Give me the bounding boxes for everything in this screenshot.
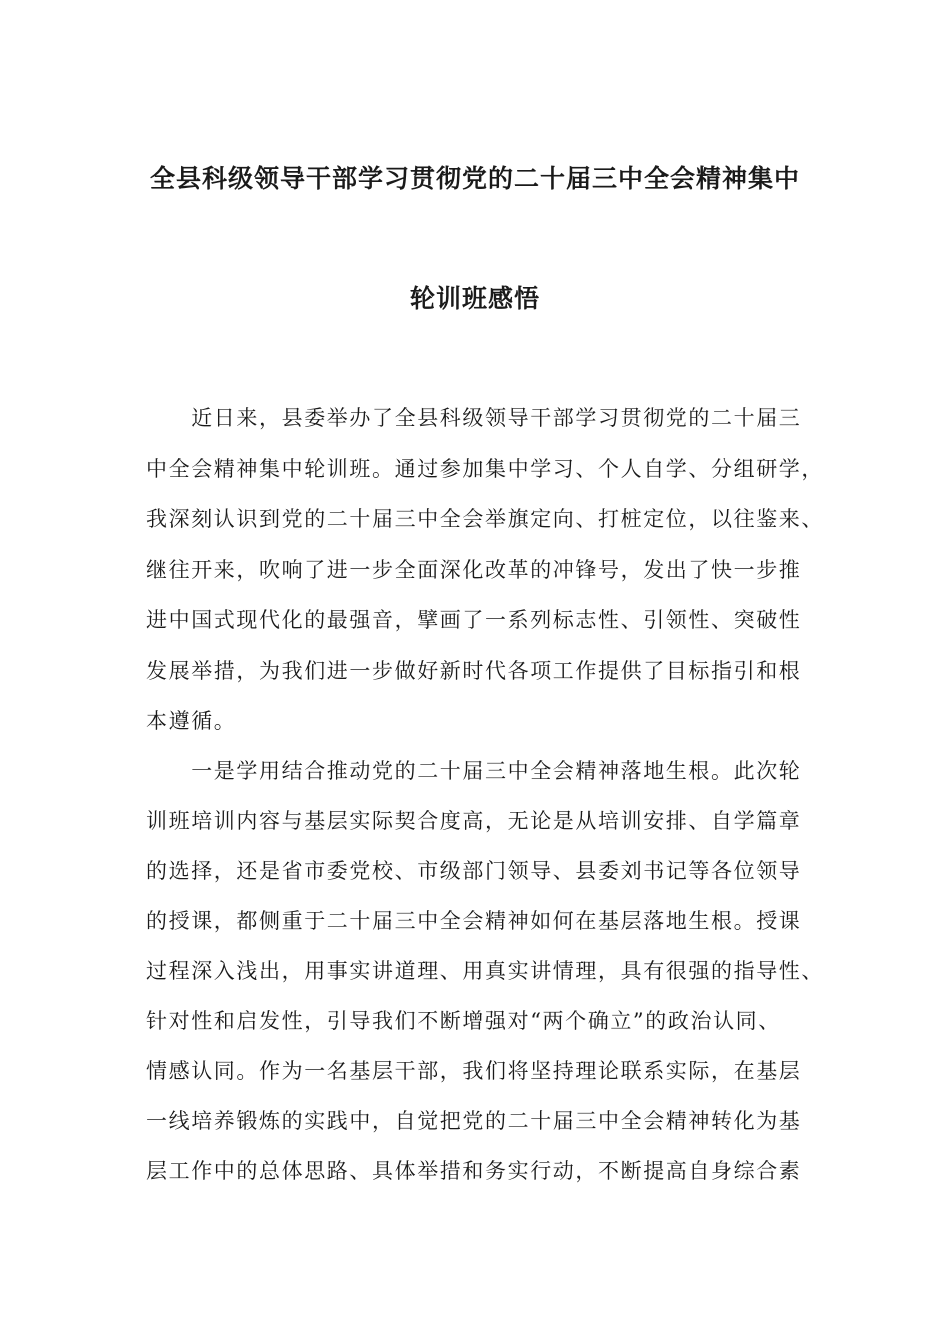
body-line: 中全会精神集中轮训班。通过参加集中学习、个人自学、分组研学，	[146, 457, 824, 481]
body-line: 过程深入浅出，用事实讲道理、用真实讲情理，具有很强的指导性、	[146, 959, 824, 983]
body-line: 近日来，县委举办了全县科级领导干部学习贯彻党的二十届三	[146, 406, 802, 430]
title-line-1: 全县科级领导干部学习贯彻党的二十届三中全会精神集中	[149, 164, 800, 193]
body-line: 的选择，还是省市委党校、市级部门领导、县委刘书记等各位领导	[146, 859, 802, 883]
body-line: 进中国式现代化的最强音，擘画了一系列标志性、引领性、突破性	[146, 608, 802, 632]
body-line: 本遵循。	[146, 709, 237, 733]
body-line: 一是学用结合推动党的二十届三中全会精神落地生根。此次轮	[146, 759, 802, 783]
body-line: 针对性和启发性，引导我们不断增强对“两个确立”的政治认同、	[146, 1009, 781, 1033]
body-line: 情感认同。作为一名基层干部，我们将坚持理论联系实际，在基层	[146, 1059, 802, 1083]
title-line-2: 轮训班感悟	[409, 284, 540, 313]
body-line: 继往开来，吹响了进一步全面深化改革的冲锋号，发出了快一步推	[146, 558, 802, 582]
body-line: 一线培养锻炼的实践中，自觉把党的二十届三中全会精神转化为基	[146, 1109, 802, 1133]
body-line: 我深刻认识到党的二十届三中全会举旗定向、打桩定位，以往鉴来、	[146, 507, 824, 531]
body-line: 的授课，都侧重于二十届三中全会精神如何在基层落地生根。授课	[146, 909, 802, 933]
body-line: 层工作中的总体思路、具体举措和务实行动，不断提高自身综合素	[146, 1159, 802, 1183]
body-line: 发展举措，为我们进一步做好新时代各项工作提供了目标指引和根	[146, 659, 802, 683]
body-line: 训班培训内容与基层实际契合度高，无论是从培训安排、自学篇章	[146, 809, 802, 833]
